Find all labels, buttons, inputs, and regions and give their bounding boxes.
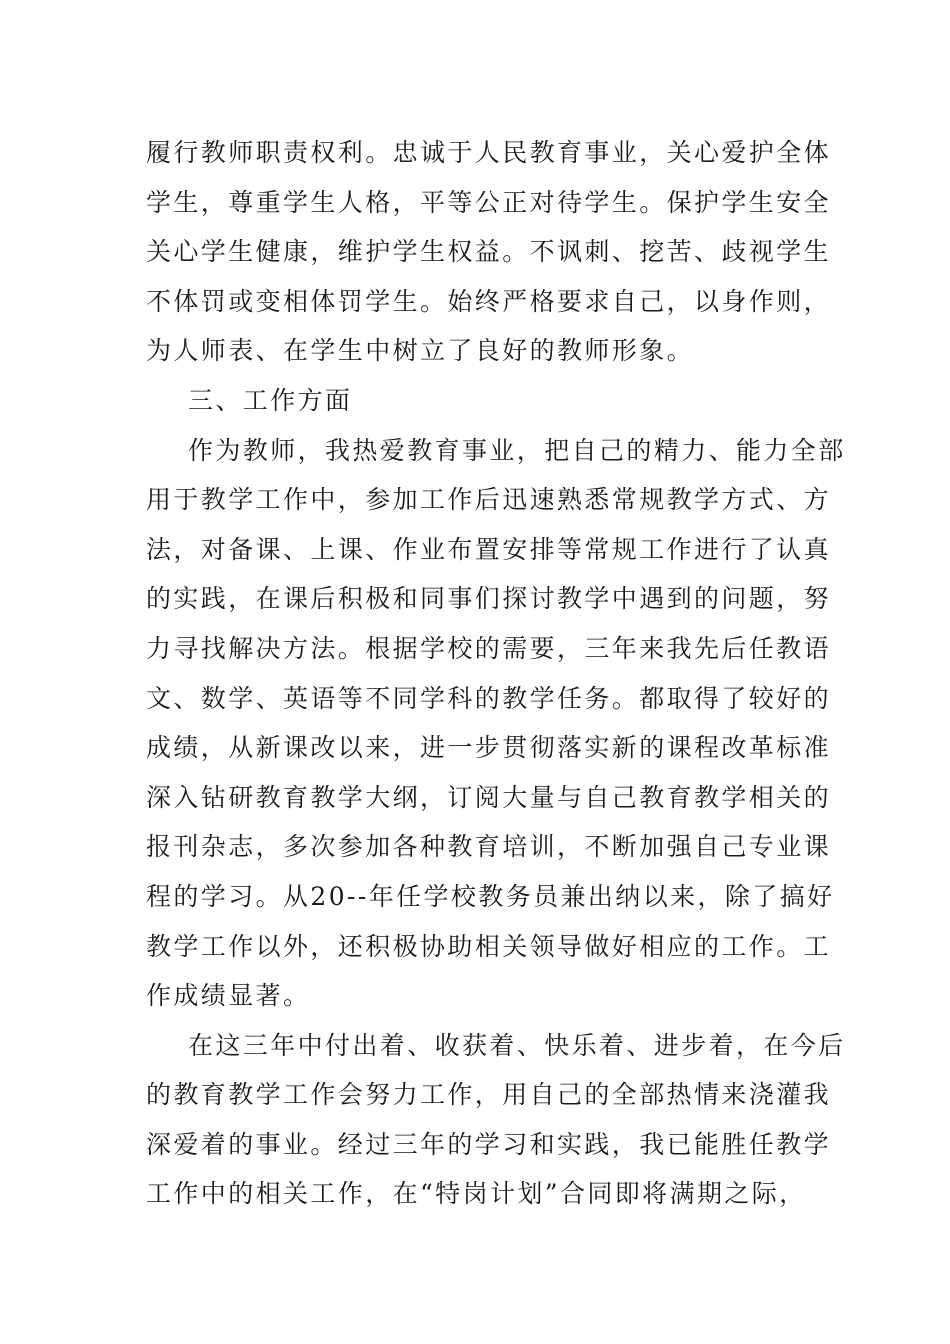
text-line: 为人师表、在学生中树立了良好的教师形象。 [146,336,695,366]
text-line: 在这三年中付出着、收获着、快乐着、进步着，在今后 [188,1030,846,1060]
text-line: 深入钻研教育教学大纲，订阅大量与自己教育教学相关的 [146,782,832,812]
document-body [146,128,846,1219]
text-line: 的教育教学工作会努力工作，用自己的全部热情来浇灌我 [146,1080,832,1110]
text-line: 教学工作以外，还积极协助相关领导做好相应的工作。工 [146,931,832,961]
text-line: 关心学生健康，维护学生权益。不讽刺、挖苦、歧视学生 [146,237,832,267]
text-line: 作成绩显著。 [146,981,311,1011]
text-line: 程的学习。从20--年任学校教务员兼出纳以来，除了搞好 [146,881,835,911]
text-line: 力寻找解决方法。根据学校的需要，三年来我先后任教语 [146,633,832,663]
text-line: 工作中的相关工作，在“特岗计划”合同即将满期之际， [146,1179,807,1209]
text-line: 成绩，从新课改以来，进一步贯彻落实新的课程改革标准 [146,733,832,763]
text-line: 用于教学工作中，参加工作后迅速熟悉常规教学方式、方 [146,485,832,515]
text-line: 三、工作方面 [188,385,353,415]
text-line: 不体罚或变相体罚学生。始终严格要求自己，以身作则， [146,286,832,316]
text-line: 作为教师，我热爱教育事业，把自己的精力、能力全部 [188,435,846,465]
text-line: 学生，尊重学生人格，平等公正对待学生。保护学生安全 [146,187,832,217]
text-line: 履行教师职责权利。忠诚于人民教育事业，关心爱护全体 [146,138,832,167]
text-line: 文、数学、英语等不同学科的教学任务。都取得了较好的 [146,683,832,713]
text-line: 报刊杂志，多次参加各种教育培训，不断加强自己专业课 [146,832,832,862]
text-line: 深爱着的事业。经过三年的学习和实践，我已能胜任教学 [146,1129,832,1159]
text-line: 法，对备课、上课、作业布置安排等常规工作进行了认真 [146,534,832,564]
text-line: 的实践，在课后积极和同事们探讨教学中遇到的问题，努 [146,584,832,614]
